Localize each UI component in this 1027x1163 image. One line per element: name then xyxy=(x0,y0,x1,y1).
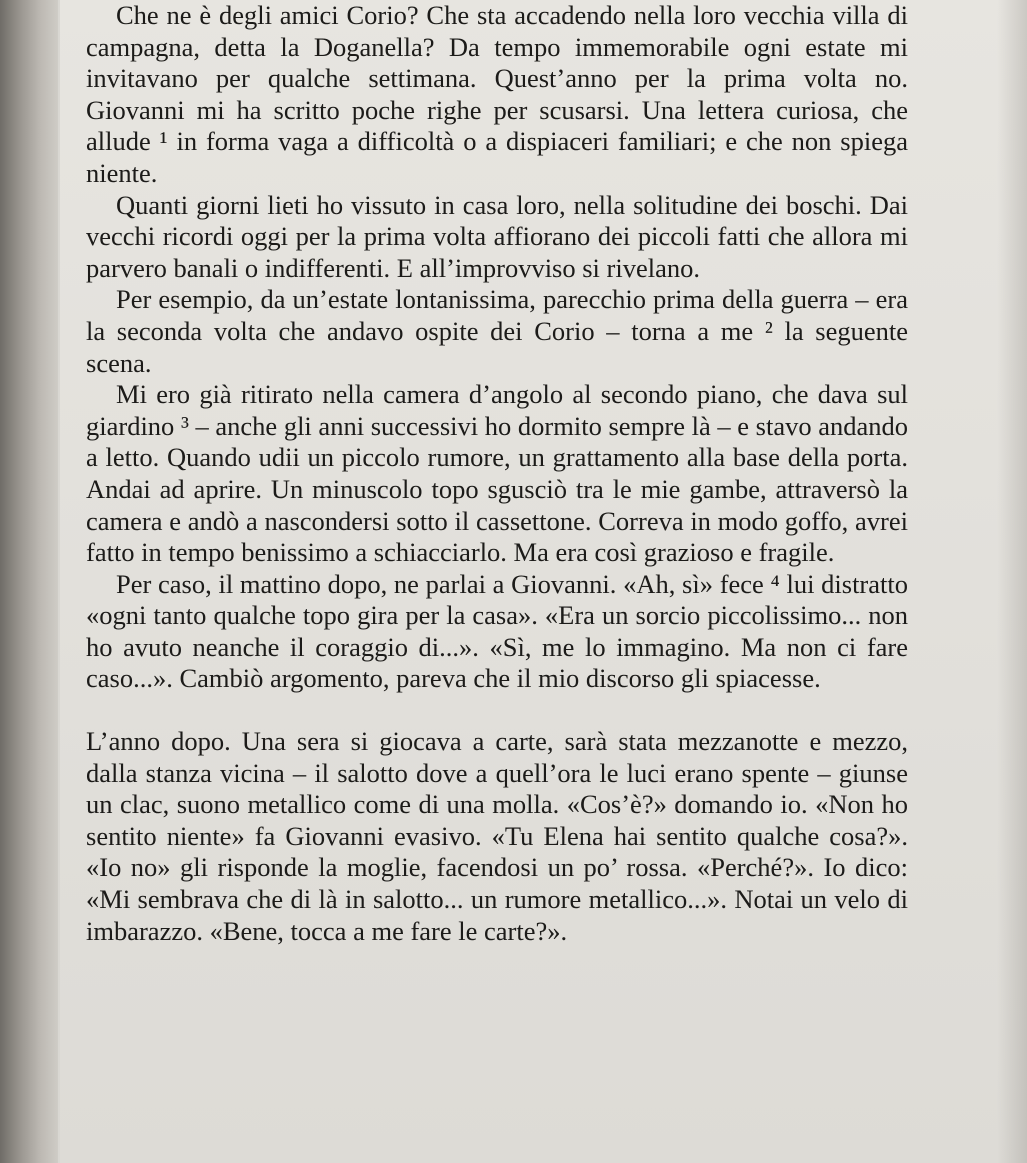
facing-page-edge xyxy=(997,0,1027,1163)
paragraph-1: Che ne è degli amici Corio? Che sta accadendo nella loro vecchia villa di campagna, detta la Doganella? Da tempo immemorabile ogni estate mi invitavano per qualche settimana. Quest’anno per la prima volta no. Giovanni mi ha scritto poche righe per scusarsi. Una lettera curiosa, che allude ¹ in forma vaga a difficoltà o a dispiaceri familiari; e che non spiega niente. xyxy=(86,0,908,188)
paragraph-4: Mi ero già ritirato nella camera d’angolo al secondo piano, che dava sul giardino ³ – anche gli anni successivi ho dormito sempre là – e stavo andando a letto. Quando udii un piccolo rumore, un grattamento alla base della porta. Andai ad aprire. Un minuscolo topo sgusciò tra le mie gambe, attraversò la camera e andò a nascondersi sotto il cassettone. Correva in modo goffo, avrei fatto in tempo benissimo a schiacciarlo. Ma era così grazioso e fragile. xyxy=(86,379,908,568)
paragraph-2: Quanti giorni lieti ho vissuto in casa loro, nella solitudine dei boschi. Dai vecchi ricordi oggi per la prima volta affiorano dei piccoli fatti che allora mi parvero banali o indifferenti. E all’improvviso si rivelano. xyxy=(86,189,908,283)
book-spine-shadow xyxy=(0,0,58,1163)
paragraph-6: L’anno dopo. Una sera si giocava a carte, sarà stata mezzanotte e mezzo, dalla stanza vicina – il salotto dove a quell’ora le luci erano spente – giunse un clac, suono metallico come di una molla. «Cos’è?» domando io. «Non ho sentito niente» fa Giovanni evasivo. «Tu Elena hai sentito qualche cosa?». «Io no» gli risponde la moglie, facendosi un po’ rossa. «Perché?». Io dico: «Mi sembrava che di là in salotto... un rumore metallico...». Notai un velo di imbarazzo. «Bene, tocca a me fare le carte?». xyxy=(86,726,908,946)
paragraph-3: Per esempio, da un’estate lontanissima, parecchio prima della guerra – era la seconda volta che andavo ospite dei Corio – torna a me ² la seguente scena. xyxy=(86,284,908,378)
page-text xyxy=(86,0,908,947)
paragraph-5: Per caso, il mattino dopo, ne parlai a Giovanni. «Ah, sì» fece ⁴ lui distratto «ogni tanto qualche topo gira per la casa». «Era un sorcio piccolissimo... non ho avuto neanche il coraggio di...». «Sì, me lo immagino. Ma non ci fare caso...». Cambiò argomento, pareva che il mio discorso gli spiacesse. xyxy=(86,568,908,694)
